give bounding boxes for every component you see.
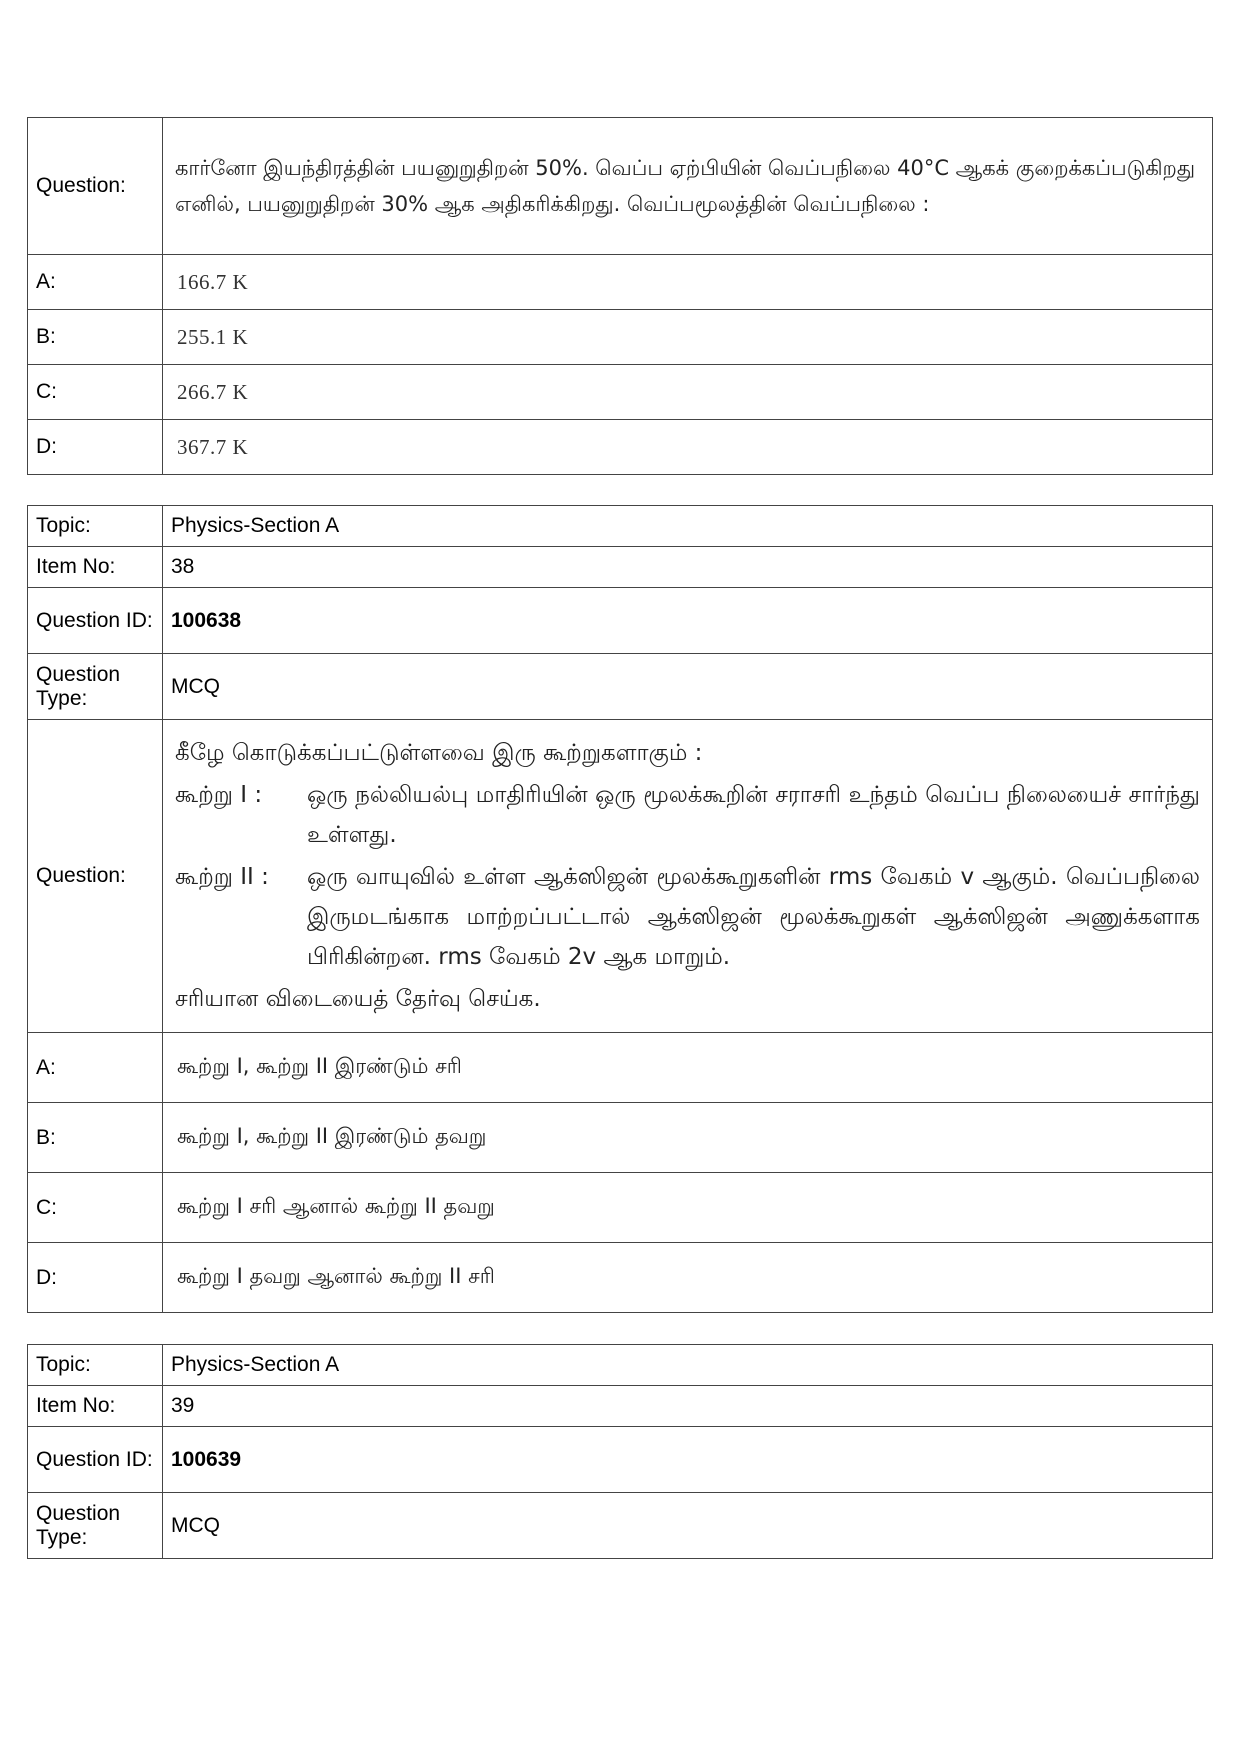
topic-row xyxy=(28,506,1213,547)
item-row xyxy=(28,1386,1213,1427)
question-id-label: Question ID: xyxy=(28,588,163,654)
question-type-value: MCQ xyxy=(163,654,1213,720)
option-label-d: D: xyxy=(28,420,163,475)
option-row-a xyxy=(28,255,1213,310)
statement-1 xyxy=(175,775,1200,855)
question-type-row xyxy=(28,1493,1213,1559)
question-body xyxy=(163,720,1213,1033)
question-id-label: Question ID: xyxy=(28,1427,163,1493)
question-type-value: MCQ xyxy=(163,1493,1213,1559)
topic-value: Physics-Section A xyxy=(163,506,1213,547)
option-row-a xyxy=(28,1033,1213,1103)
question-type-label: Question Type: xyxy=(28,1493,163,1559)
item-value: 38 xyxy=(163,547,1213,588)
question-label: Question: xyxy=(28,720,163,1033)
option-text-b: 255.1 K xyxy=(163,310,1213,365)
option-label-b: B: xyxy=(28,310,163,365)
question-block-2 xyxy=(27,505,1213,1313)
question-id-row xyxy=(28,588,1213,654)
question-outro: சரியான விடையைத் தேர்வு செய்க. xyxy=(175,986,541,1012)
option-row-d xyxy=(28,420,1213,475)
question-type-label: Question Type: xyxy=(28,654,163,720)
option-text-c: 266.7 K xyxy=(163,365,1213,420)
option-text-c: கூற்று I சரி ஆனால் கூற்று II தவறு xyxy=(163,1173,1213,1243)
topic-value: Physics-Section A xyxy=(163,1345,1213,1386)
statement-2-label: கூற்று II : xyxy=(175,864,269,890)
item-row xyxy=(28,547,1213,588)
topic-label: Topic: xyxy=(28,506,163,547)
option-label-a: A: xyxy=(28,255,163,310)
statement-1-text: ஒரு நல்லியல்பு மாதிரியின் ஒரு மூலக்கூறின் சராசரி உந்தம் வெப்ப நிலையைச் சார்ந்து உள்ளது. xyxy=(307,782,1200,848)
option-label-c: C: xyxy=(28,1173,163,1243)
question-label: Question: xyxy=(28,118,163,255)
item-label: Item No: xyxy=(28,547,163,588)
item-label: Item No: xyxy=(28,1386,163,1427)
question-row xyxy=(28,720,1213,1033)
option-row-c xyxy=(28,1173,1213,1243)
statement-2 xyxy=(175,857,1200,977)
question-row xyxy=(28,118,1213,255)
question-type-row xyxy=(28,654,1213,720)
question-text: கார்னோ இயந்திரத்தின் பயனுறுதிறன் 50%. வெப்ப ஏற்பியின் வெப்பநிலை 40°C ஆகக் குறைக்கப்படுகிறது எனில், பயனுறுதிறன் 30% ஆக அதிகரிக்கிறது. வெப்பமூலத்தின் வெப்பநிலை : xyxy=(163,118,1213,255)
option-row-c xyxy=(28,365,1213,420)
option-label-d: D: xyxy=(28,1243,163,1313)
option-text-d: கூற்று I தவறு ஆனால் கூற்று II சரி xyxy=(163,1243,1213,1313)
option-label-c: C: xyxy=(28,365,163,420)
option-label-a: A: xyxy=(28,1033,163,1103)
statement-2-text: ஒரு வாயுவில் உள்ள ஆக்ஸிஜன் மூலக்கூறுகளின் rms வேகம் v ஆகும். வெப்பநிலை இருமடங்காக மாற்றப்பட்டால் ஆக்ஸிஜன் மூலக்கூறுகள் ஆக்ஸிஜன் அணுக்களாக பிரிகின்றன. rms வேகம் 2v ஆக மாறும். xyxy=(307,864,1200,970)
question-id-value: 100639 xyxy=(163,1427,1213,1493)
question-intro: கீழே கொடுக்கப்பட்டுள்ளவை இரு கூற்றுகளாகும் : xyxy=(175,740,703,766)
option-text-b: கூற்று I, கூற்று II இரண்டும் தவறு xyxy=(163,1103,1213,1173)
option-label-b: B: xyxy=(28,1103,163,1173)
option-row-b xyxy=(28,1103,1213,1173)
option-text-a: 166.7 K xyxy=(163,255,1213,310)
question-block-3 xyxy=(27,1344,1213,1559)
statement-1-label: கூற்று I : xyxy=(175,782,263,808)
question-id-row xyxy=(28,1427,1213,1493)
option-row-d xyxy=(28,1243,1213,1313)
option-text-a: கூற்று I, கூற்று II இரண்டும் சரி xyxy=(163,1033,1213,1103)
topic-row xyxy=(28,1345,1213,1386)
item-value: 39 xyxy=(163,1386,1213,1427)
topic-label: Topic: xyxy=(28,1345,163,1386)
option-row-b xyxy=(28,310,1213,365)
question-id-value: 100638 xyxy=(163,588,1213,654)
option-text-d: 367.7 K xyxy=(163,420,1213,475)
question-block-1 xyxy=(27,117,1213,475)
